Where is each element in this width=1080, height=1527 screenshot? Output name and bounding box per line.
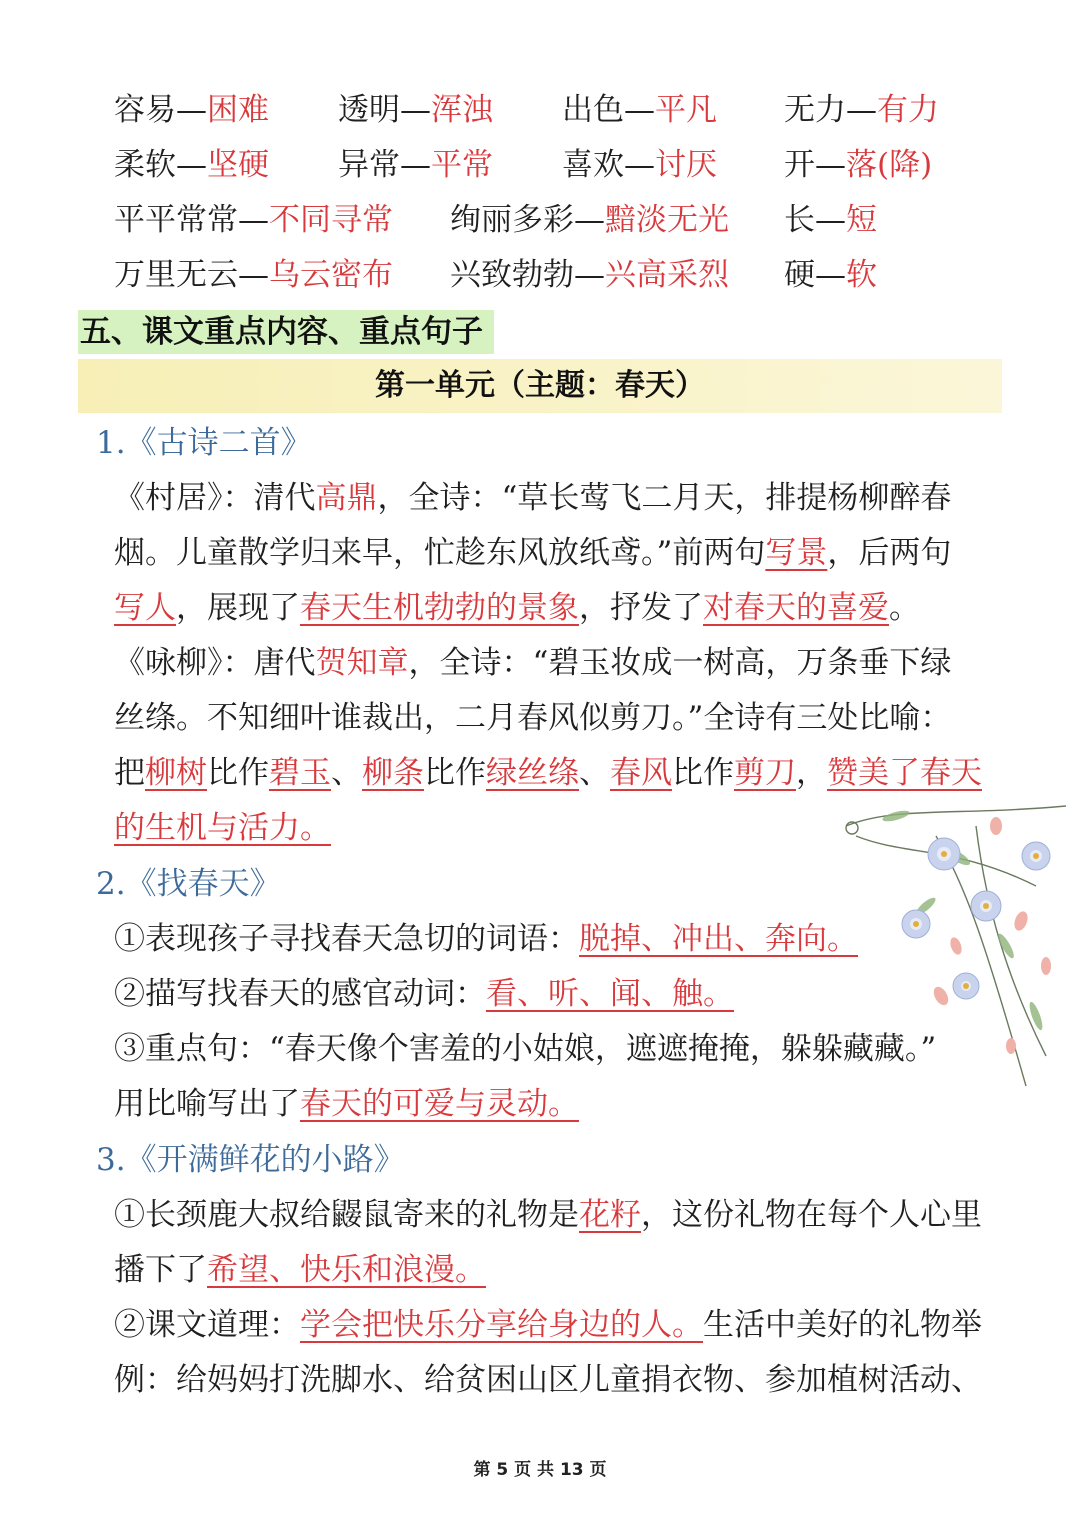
section-heading: 五、课文重点内容、重点句子 xyxy=(78,310,494,354)
text-line: 丝绦。不知细叶谁裁出，二月春风似剪刀。”全诗有三处比喻： xyxy=(114,700,952,736)
text-line: 的生机与活力。 xyxy=(114,810,331,846)
lesson-title: 1.《古诗二首》 xyxy=(96,425,312,461)
antonym-pair: 出色—平凡 xyxy=(562,92,717,128)
text-line: ②描写找春天的感官动词：看、听、闻、触。 xyxy=(114,976,734,1012)
antonym-pair: 柔软—坚硬 xyxy=(114,147,269,183)
antonym-pair: 长—短 xyxy=(784,202,877,238)
text-line: 用比喻写出了春天的可爱与灵动。 xyxy=(114,1086,579,1122)
unit-title: 第一单元（主题：春天） xyxy=(78,359,1002,413)
antonym-pair: 透明—浑浊 xyxy=(338,92,493,128)
lesson-title: 3.《开满鲜花的小路》 xyxy=(96,1142,405,1178)
antonym-pair: 万里无云—乌云密布 xyxy=(114,257,393,293)
text-line: 烟。儿童散学归来早，忙趁东风放纸鸢。”前两句写景，后两句 xyxy=(114,535,952,571)
text-line: 《村居》：清代高鼎，全诗：“草长莺飞二月天，排提杨柳醉春 xyxy=(114,480,952,516)
text-line: 写人，展现了春天生机勃勃的景象，抒发了对春天的喜爱。 xyxy=(114,590,920,626)
antonym-pair: 绚丽多彩—黯淡无光 xyxy=(450,202,729,238)
text-line: 播下了希望、快乐和浪漫。 xyxy=(114,1252,486,1288)
text-line: 例：给妈妈打洗脚水、给贫困山区儿童捐衣物、参加植树活动、 xyxy=(114,1362,982,1398)
page-number: 第 5 页 共 13 页 xyxy=(473,1460,607,1480)
antonym-pair: 硬—软 xyxy=(784,257,877,293)
text-line: 把柳树比作碧玉、柳条比作绿丝绦、春风比作剪刀，赞美了春天 xyxy=(114,755,982,791)
antonym-pair: 平平常常—不同寻常 xyxy=(114,202,393,238)
lesson-title: 2.《找春天》 xyxy=(96,866,281,902)
antonym-pair: 开—落(降) xyxy=(784,147,933,183)
antonym-pair: 喜欢—讨厌 xyxy=(562,147,717,183)
text-line: ③重点句：“春天像个害羞的小姑娘，遮遮掩掩，躲躲藏藏。” xyxy=(114,1031,937,1067)
text-line: ①表现孩子寻找春天急切的词语：脱掉、冲出、奔向。 xyxy=(114,921,858,957)
antonym-pair: 容易—困难 xyxy=(114,92,269,128)
flower-decoration-icon xyxy=(836,796,1072,1088)
antonym-pair: 无力—有力 xyxy=(784,92,939,128)
text-line: ②课文道理：学会把快乐分享给身边的人。生活中美好的礼物举 xyxy=(114,1307,982,1343)
text-line: 《咏柳》：唐代贺知章，全诗：“碧玉妆成一树高，万条垂下绿 xyxy=(114,645,952,681)
antonym-pair: 异常—平常 xyxy=(338,147,493,183)
text-line: ①长颈鹿大叔给鼹鼠寄来的礼物是花籽，这份礼物在每个人心里 xyxy=(114,1197,982,1233)
antonym-pair: 兴致勃勃—兴高采烈 xyxy=(450,257,729,293)
